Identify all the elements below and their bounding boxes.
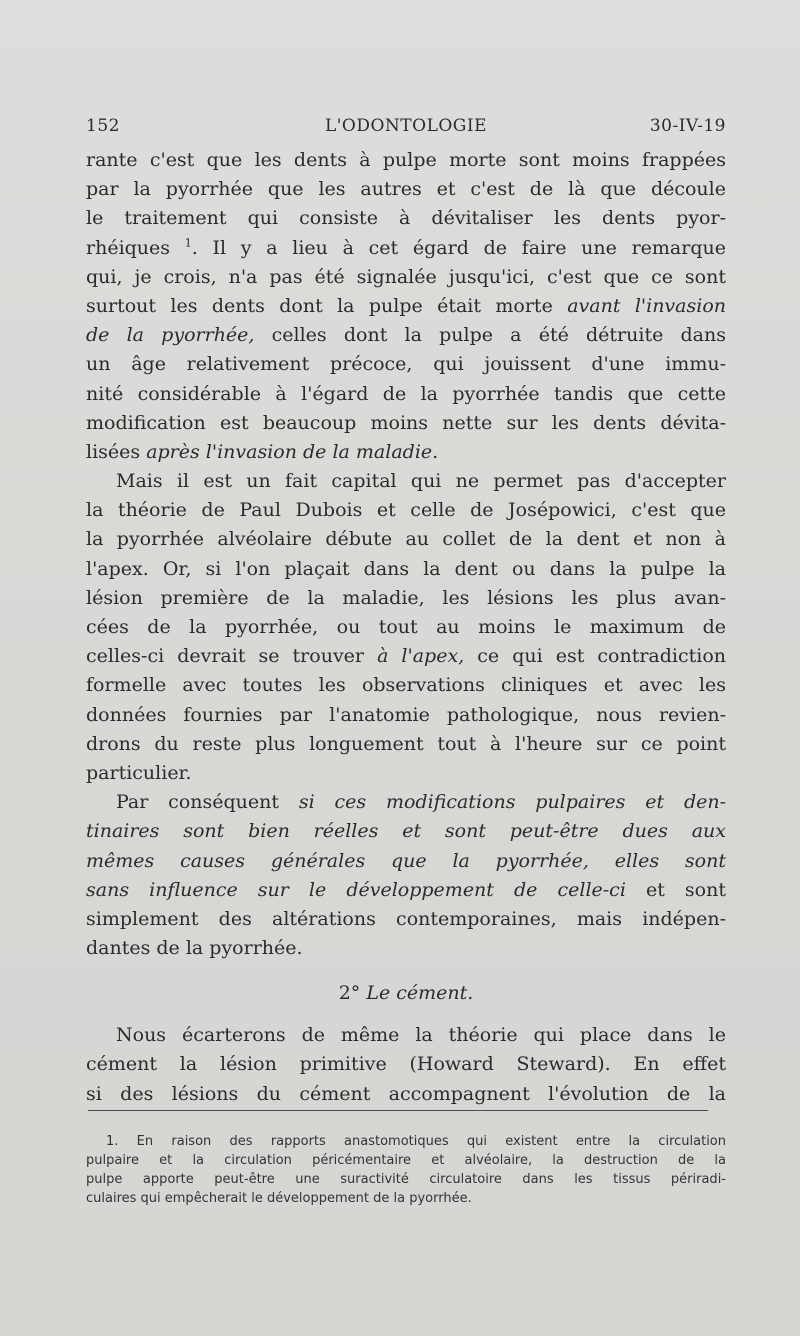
running-header	[86, 116, 726, 142]
text-line: formelle avec toutes les observations cliniques et avec les	[86, 674, 726, 697]
footnote	[86, 1132, 726, 1208]
text-line: cément la lésion primitive (Howard Steward). En effet	[86, 1053, 726, 1076]
text-line: lésion première de la maladie, les lésions les plus avan-	[86, 586, 726, 609]
footnote-line: culaires qui empêcherait le développement de la pyorrhée.	[86, 1191, 472, 1206]
issue-date: 30-IV-19	[649, 116, 726, 136]
text-line: lisées après l'invasion de la maladie.	[86, 440, 439, 463]
text-line: rhéiques $^1$. Il y a lieu à cet égard de faire une remarque	[86, 236, 726, 259]
text-line: drons du reste plus longuement tout à l'heure sur ce point	[86, 732, 726, 755]
text-line: le traitement qui consiste à dévitaliser les dents pyor-	[86, 207, 726, 230]
text-line: dantes de la pyorrhée.	[86, 937, 303, 960]
section-heading	[86, 969, 726, 1017]
text-line: Nous écarterons de même la théorie qui place dans le	[116, 1024, 726, 1047]
text-line: simplement des altérations contemporaines, mais indépen-	[86, 907, 726, 930]
footnote-line: pulpaire et la circulation péricémentaire et alvéolaire, la destruction de la	[86, 1153, 726, 1168]
text-line: Mais il est un fait capital qui ne permet pas d'accepter	[116, 470, 726, 493]
footnote-divider	[88, 1110, 708, 1111]
text-line: mêmes causes générales que la pyorrhée, elles sont	[86, 849, 726, 872]
footnote-line: pulpe apporte peut-être une suractivité circulatoire dans les tissus périradi-	[86, 1172, 726, 1187]
text-line: sans influence sur le développement de celle-ci et sont	[86, 878, 726, 901]
text-line: cées de la pyorrhée, ou tout au moins le maximum de	[86, 616, 726, 638]
text-line: surtout les dents dont la pulpe était morte avant l'invasion	[86, 294, 726, 317]
text-line: si des lésions du cément accompagnent l'évolution de la	[86, 1082, 726, 1105]
text-line: la théorie de Paul Dubois et celle de Josépowici, c'est que	[86, 499, 726, 522]
text-line: la pyorrhée alvéolaire débute au collet de la dent et non à	[86, 528, 726, 551]
text-line: Par conséquent si ces modifications pulpaires et den-	[116, 791, 726, 814]
section-number: 2°	[338, 982, 361, 1005]
text-line: rante c'est que les dents à pulpe morte sont moins frappées	[86, 149, 726, 171]
text-line: données fournies par l'anatomie pathologique, nous revien-	[86, 703, 726, 726]
section-title-text: Le cément.	[366, 982, 474, 1005]
journal-title: L'ODONTOLOGIE	[324, 116, 488, 136]
footnote-marker: 1	[184, 236, 192, 250]
text-line: modification est beaucoup moins nette sur les dents dévita-	[86, 411, 726, 434]
text-line: tinaires sont bien réelles et sont peut-être dues aux	[86, 820, 726, 843]
text-line: par la pyorrhée que les autres et c'est de là que découle	[86, 178, 726, 201]
text-line: l'apex. Or, si l'on plaçait dans la dent ou dans la pulpe la	[86, 557, 726, 580]
body-text	[86, 146, 726, 1109]
page-number: 152	[86, 116, 120, 136]
text-line: particulier.	[86, 761, 192, 784]
text-line: celles-ci devrait se trouver à l'apex, ce qui est contradiction	[86, 645, 726, 668]
footnote-line: 1. En raison des rapports anastomotiques qui existent entre la circulation	[106, 1134, 726, 1149]
text-line: qui, je crois, n'a pas été signalée jusqu'ici, c'est que ce sont	[86, 265, 726, 288]
text-line: de la pyorrhée, celles dont la pulpe a été détruite dans	[86, 324, 726, 347]
text-line: un âge relativement précoce, qui jouissent d'une immu-	[86, 353, 726, 376]
text-line: nité considérable à l'égard de la pyorrhée tandis que cette	[86, 382, 726, 405]
